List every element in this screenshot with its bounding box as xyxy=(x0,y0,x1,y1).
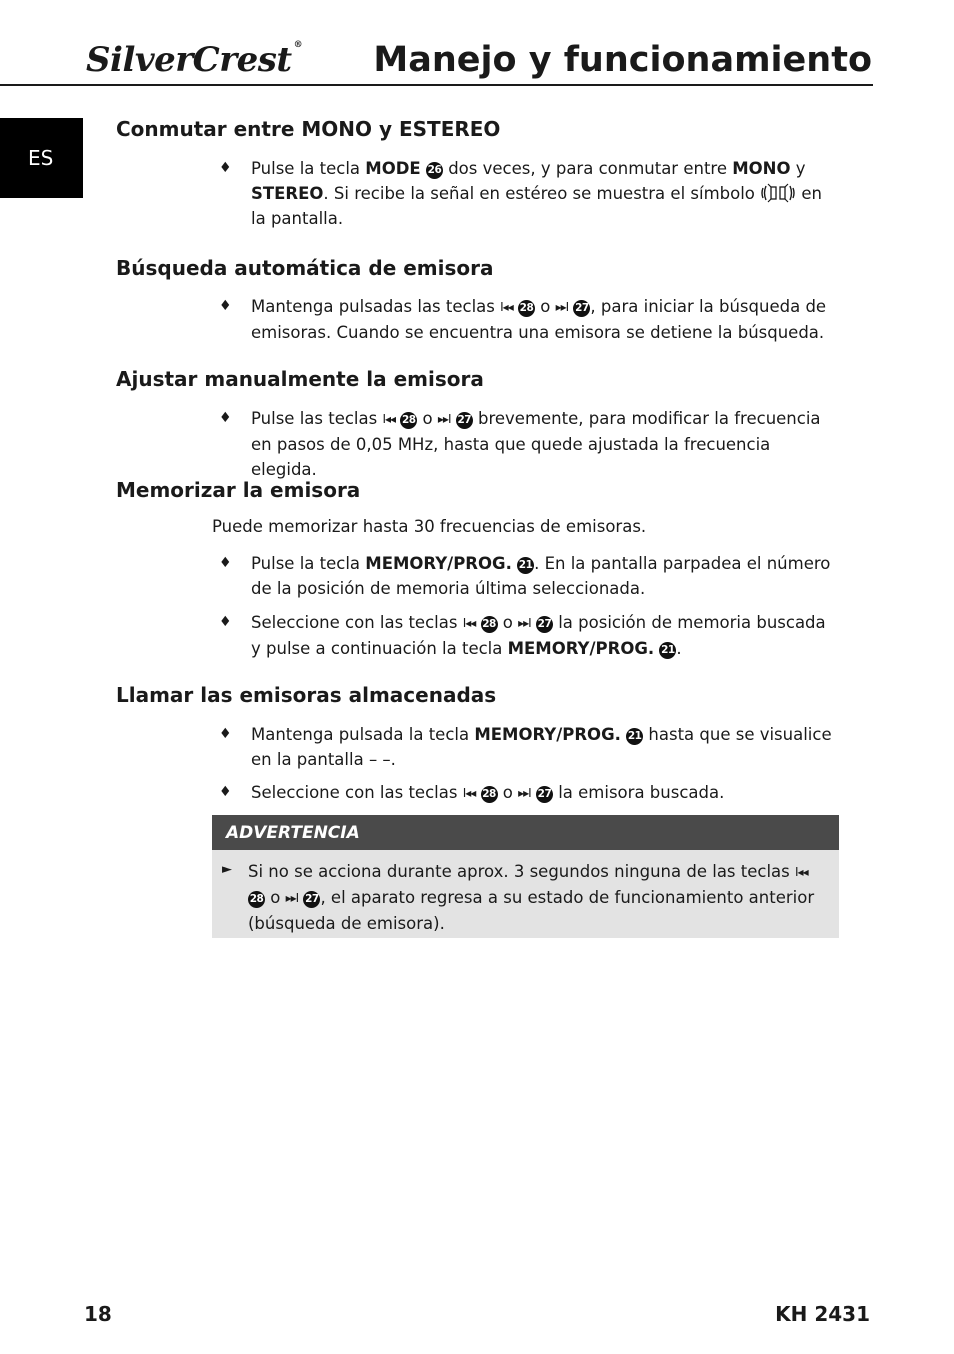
warning-text: Si no se acciona durante aprox. 3 segundos ninguna de las teclas I◂◂ 28 o ▸▸I 27 , el aparato regresa a su estado de funcionamiento anterior (búsqueda de emisora). xyxy=(248,862,815,933)
paragraph-manual-tuning: Pulse las teclas I◂◂ 28 o ▸▸I 27 brevemente, para modificar la frecuencia en pasos de 0,05 MHz, hasta que quede ajustada la frecuencia elegida. xyxy=(251,409,821,479)
model-number: KH 2431 xyxy=(775,1302,870,1326)
paragraph-mono-stereo: Pulse la tecla MODE 26 dos veces, y para conmutar entre MONO y STEREO. Si recibe la señal en estéreo se muestra el símbolo en la pantalla. xyxy=(251,159,822,228)
skip-forward-icon: ▸▸I xyxy=(555,300,569,314)
skip-back-icon: I◂◂ xyxy=(500,300,513,314)
bullet-diamond-icon: ♦ xyxy=(219,160,232,176)
section-title-memorize: Memorizar la emisora xyxy=(116,478,361,502)
callout-number: 21 xyxy=(659,642,676,659)
callout-number: 28 xyxy=(518,300,535,317)
paragraph-memorize-2: Seleccione con las teclas I◂◂ 28 o ▸▸I 27 la posición de memoria buscada y pulse a continuación la tecla MEMORY/PROG. 21 . xyxy=(251,613,826,658)
skip-forward-icon: ▸▸I xyxy=(518,786,531,800)
skip-forward-icon: ▸▸I xyxy=(437,412,451,426)
language-label: ES xyxy=(28,146,54,170)
section-title-recall: Llamar las emisoras almacenadas xyxy=(116,683,497,707)
memorize-intro: Puede memorizar hasta 30 frecuencias de emisoras. xyxy=(212,517,647,536)
stereo-icon xyxy=(760,182,796,204)
bullet-diamond-icon: ♦ xyxy=(219,298,232,314)
page-number: 18 xyxy=(84,1302,112,1326)
warning-box xyxy=(212,815,839,938)
callout-number: 21 xyxy=(517,557,534,574)
callout-number: 26 xyxy=(426,162,443,179)
callout-number: 21 xyxy=(626,728,643,745)
callout-number: 27 xyxy=(536,616,553,633)
bullet-diamond-icon: ♦ xyxy=(219,555,232,571)
bullet-diamond-icon: ♦ xyxy=(219,410,232,426)
section-title-manual-tuning: Ajustar manualmente la emisora xyxy=(116,367,484,391)
skip-forward-icon: ▸▸I xyxy=(285,891,299,905)
arrow-right-icon: ► xyxy=(222,862,232,877)
bullet-diamond-icon: ♦ xyxy=(219,614,232,630)
callout-number: 28 xyxy=(481,616,498,633)
skip-back-icon: I◂◂ xyxy=(795,865,808,879)
bullet-diamond-icon: ♦ xyxy=(219,726,232,742)
callout-number: 27 xyxy=(536,786,553,803)
skip-back-icon: I◂◂ xyxy=(382,412,396,426)
page-title: Manejo y funcionamiento xyxy=(373,40,872,80)
brand-logo: SilverCrest ® xyxy=(86,40,303,80)
paragraph-memorize-1: Pulse la tecla MEMORY/PROG. 21 . En la pantalla parpadea el número de la posición de memoria última seleccionada. xyxy=(251,554,831,598)
callout-number: 27 xyxy=(456,412,473,429)
skip-back-icon: I◂◂ xyxy=(462,786,476,800)
skip-back-icon: I◂◂ xyxy=(462,616,476,630)
language-tab xyxy=(0,118,83,198)
section-title-mono-stereo: Conmutar entre MONO y ESTEREO xyxy=(116,117,501,141)
section-title-auto-search: Búsqueda automática de emisora xyxy=(116,256,494,280)
callout-number: 27 xyxy=(573,300,590,317)
paragraph-recall-1: Mantenga pulsada la tecla MEMORY/PROG. 21 hasta que se visualice en la pantalla – –. xyxy=(251,725,832,769)
header-divider xyxy=(0,84,873,86)
callout-number: 28 xyxy=(248,891,265,908)
paragraph-auto-search: Mantenga pulsadas las teclas I◂◂ 28 o ▸▸I 27 , para iniciar la búsqueda de emisoras. Cuando se encuentra una emisora se detiene la búsqueda. xyxy=(251,297,827,342)
skip-forward-icon: ▸▸I xyxy=(518,616,531,630)
paragraph-recall-2: Seleccione con las teclas I◂◂ 28 o ▸▸I 27 la emisora buscada. xyxy=(251,783,725,802)
warning-title: ADVERTENCIA xyxy=(226,823,360,843)
callout-number: 28 xyxy=(400,412,417,429)
warning-header xyxy=(212,815,839,850)
callout-number: 28 xyxy=(481,786,498,803)
callout-number: 27 xyxy=(303,891,320,908)
bullet-diamond-icon: ♦ xyxy=(219,784,232,800)
